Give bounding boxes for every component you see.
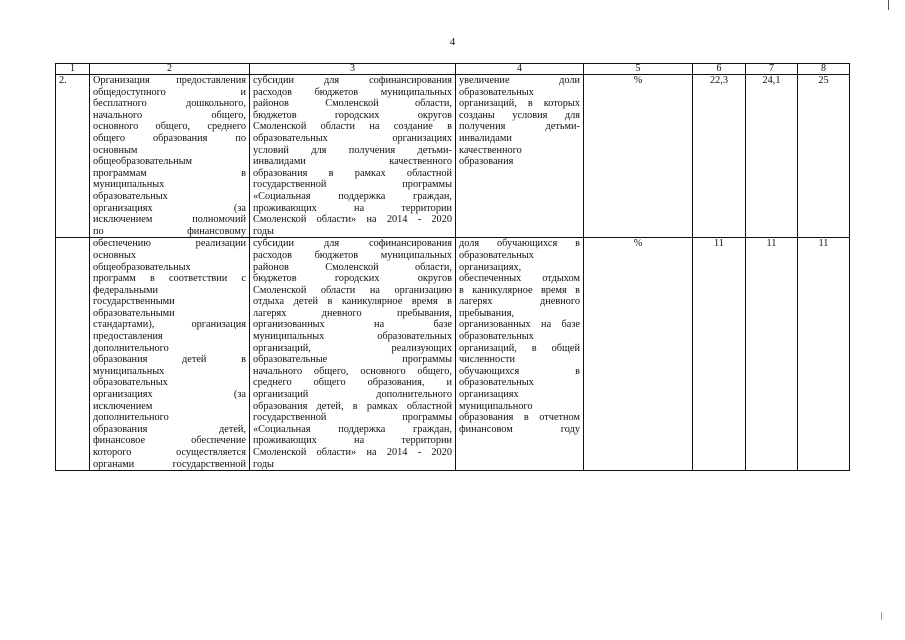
cell-text-line: Смоленской области на организацию [253, 284, 452, 296]
cell-text-line: муниципального [459, 400, 533, 412]
cell-text-line: Смоленской области» на 2014 - 2020 [253, 447, 452, 458]
scan-edge-mark [888, 0, 889, 10]
cell-text-line: организациях [459, 389, 519, 401]
cell-text-line: образования детей, [93, 423, 246, 435]
value-cell-7: 24,1 [746, 75, 798, 238]
cell-text-line: общеобразовательным [93, 156, 193, 168]
page-number: 4 [449, 36, 456, 48]
cell-text-line: основного общего, среднего [93, 121, 246, 133]
funding-cell [250, 238, 456, 471]
cell-text-line: образовательных [459, 377, 534, 389]
cell-text-line: «Социальная поддержка граждан, [253, 190, 452, 202]
cell-text-line: среднего общего образования, и [253, 377, 452, 389]
cell-text-line: проживающих на территории [253, 202, 452, 214]
cell-text-line: программ в соответствии с [93, 273, 246, 285]
cell-text-line: организациях (за [93, 202, 246, 214]
cell-text-line: бесплатного дошкольного, [93, 98, 246, 110]
cell-text-line: организаций, в общей [459, 342, 580, 354]
cell-text-line: обеспеченных отдыхом [459, 273, 580, 285]
cell-text-line: обучающихся в [459, 365, 580, 377]
row-number: 2. [56, 75, 90, 238]
cell-text-line: образовательных [93, 190, 168, 202]
cell-text-line: предоставления [93, 331, 163, 343]
value-cell-8: 11 [798, 238, 850, 471]
table-row [56, 238, 850, 471]
cell-text-line: инвалидами качественного [253, 156, 452, 168]
cell-text-line: государственной программы [253, 412, 452, 424]
cell-text-line: образовательных организациях [253, 132, 452, 144]
cell-text-line: начального общего, [93, 109, 246, 121]
indicator-cell [456, 238, 584, 471]
cell-text-line: годы [253, 225, 274, 237]
cell-text-line: доля обучающихся в [459, 238, 580, 250]
cell-text-line: инвалидами [459, 132, 512, 144]
cell-text-line: основных [93, 249, 137, 261]
cell-text-line: исключением полномочий [93, 214, 246, 226]
cell-text-line: пребывания, [459, 307, 515, 319]
cell-text-line: образовательных [459, 86, 534, 98]
header-row [56, 64, 850, 75]
cell-text-line: образовательными [93, 307, 175, 319]
cell-text-line: бюджетов городских округов [253, 273, 452, 285]
cell-text-line: организованных на базе [253, 319, 452, 331]
cell-text-line: Организация предоставления [93, 75, 246, 86]
cell-text-line: по финансовому [93, 225, 246, 237]
cell-text-line: образовательных [459, 331, 534, 343]
cell-text-line: «Социальная поддержка граждан, [253, 423, 452, 435]
value-cell-7: 11 [746, 238, 798, 471]
cell-text-line: дополнительного [93, 412, 169, 424]
cell-text-line: начального общего, основного общего, [253, 365, 452, 377]
row-number [56, 238, 90, 471]
cell-text-line: расходов бюджетов муниципальных [253, 86, 452, 98]
header-cell: 5 [584, 64, 693, 75]
cell-text-line: муниципальных [93, 179, 165, 191]
cell-text-line: дополнительного [93, 342, 169, 354]
cell-text-line: которого осуществляется [93, 447, 246, 458]
cell-text-line: образования [459, 156, 514, 168]
cell-text-line: муниципальных образовательных [253, 331, 452, 343]
cell-text-line: организациях, [459, 261, 522, 273]
table-row [56, 75, 850, 238]
value-cell-6: 22,3 [693, 75, 746, 238]
value-cell-6: 11 [693, 238, 746, 471]
cell-text-line: проживающих на территории [253, 435, 452, 447]
header-cell: 6 [693, 64, 746, 75]
indicator-cell [456, 75, 584, 238]
activity-cell [90, 238, 250, 471]
cell-text-line: образовательные программы [253, 354, 452, 366]
header-cell: 3 [250, 64, 456, 75]
cell-text-line: лагерях дневного пребывания, [253, 307, 452, 319]
header-cell: 7 [746, 64, 798, 75]
unit-cell: % [584, 75, 693, 238]
cell-text-line: условий для получения детьми- [253, 144, 452, 156]
activity-cell [90, 75, 250, 238]
cell-text-line: отдыха детей в каникулярное время в [253, 296, 452, 308]
cell-text-line: Смоленской области на создание в [253, 121, 452, 133]
cell-text-line: Смоленской области» на 2014 - 2020 [253, 214, 452, 226]
cell-text-line: качественного [459, 144, 522, 156]
cell-text-line: общедоступного и [93, 86, 246, 98]
cell-text-line: в каникулярное время в [459, 284, 580, 296]
cell-text-line: районов Смоленской области, [253, 261, 452, 273]
cell-text-line: численности [459, 354, 515, 366]
cell-text-line: органами государственной [93, 458, 246, 470]
cell-text-line: исключением [93, 400, 153, 412]
cell-text-line: образования детей, в рамках областной [253, 400, 452, 412]
cell-text-line: бюджетов городских округов [253, 109, 452, 121]
cell-text-line: государственной программы [253, 179, 452, 191]
cell-text-line: общеобразовательных [93, 261, 191, 273]
cell-text-line: государственными [93, 296, 175, 308]
cell-text-line: созданы условия для [459, 109, 580, 121]
header-cell: 2 [90, 64, 250, 75]
cell-text-line: районов Смоленской области, [253, 98, 452, 110]
header-cell: 1 [56, 64, 90, 75]
cell-text-line: образовательных [459, 249, 534, 261]
cell-text-line: стандартами), организация [93, 319, 246, 331]
funding-cell [250, 75, 456, 238]
header-cell: 8 [798, 64, 850, 75]
scan-edge-mark [881, 612, 882, 620]
cell-text-line: организаций дополнительного [253, 389, 452, 401]
cell-text-line: общего образования по [93, 132, 246, 144]
cell-text-line: образования детей в [93, 354, 246, 366]
cell-text-line: основным [93, 144, 138, 156]
cell-text-line: организациях (за [93, 389, 246, 401]
cell-text-line: федеральными [93, 284, 159, 296]
cell-text-line: увеличение доли [459, 75, 580, 86]
cell-text-line: образования в рамках областной [253, 167, 452, 179]
cell-text-line: субсидии для софинансирования [253, 75, 452, 86]
cell-text-line: субсидии для софинансирования [253, 238, 452, 250]
cell-text-line: организованных на базе [459, 319, 580, 331]
cell-text-line: муниципальных [93, 365, 165, 377]
cell-text-line: образования в отчетном [459, 412, 580, 424]
cell-text-line: получения детьми- [459, 121, 580, 133]
cell-text-line: организаций, реализующих [253, 342, 452, 354]
cell-text-line: обеспечению реализации [93, 238, 246, 250]
value-cell-8: 25 [798, 75, 850, 238]
header-cell: 4 [456, 64, 584, 75]
unit-cell: % [584, 238, 693, 471]
indicators-table [55, 63, 850, 471]
cell-text-line: организаций, в которых [459, 98, 580, 110]
cell-text-line: расходов бюджетов муниципальных [253, 249, 452, 261]
cell-text-line: финансовое обеспечение [93, 435, 246, 447]
cell-text-line: годы [253, 458, 274, 470]
cell-text-line: программам в [93, 167, 246, 179]
cell-text-line: образовательных [93, 377, 168, 389]
cell-text-line: лагерях дневного [459, 296, 580, 308]
cell-text-line: финансовом году [459, 423, 580, 435]
